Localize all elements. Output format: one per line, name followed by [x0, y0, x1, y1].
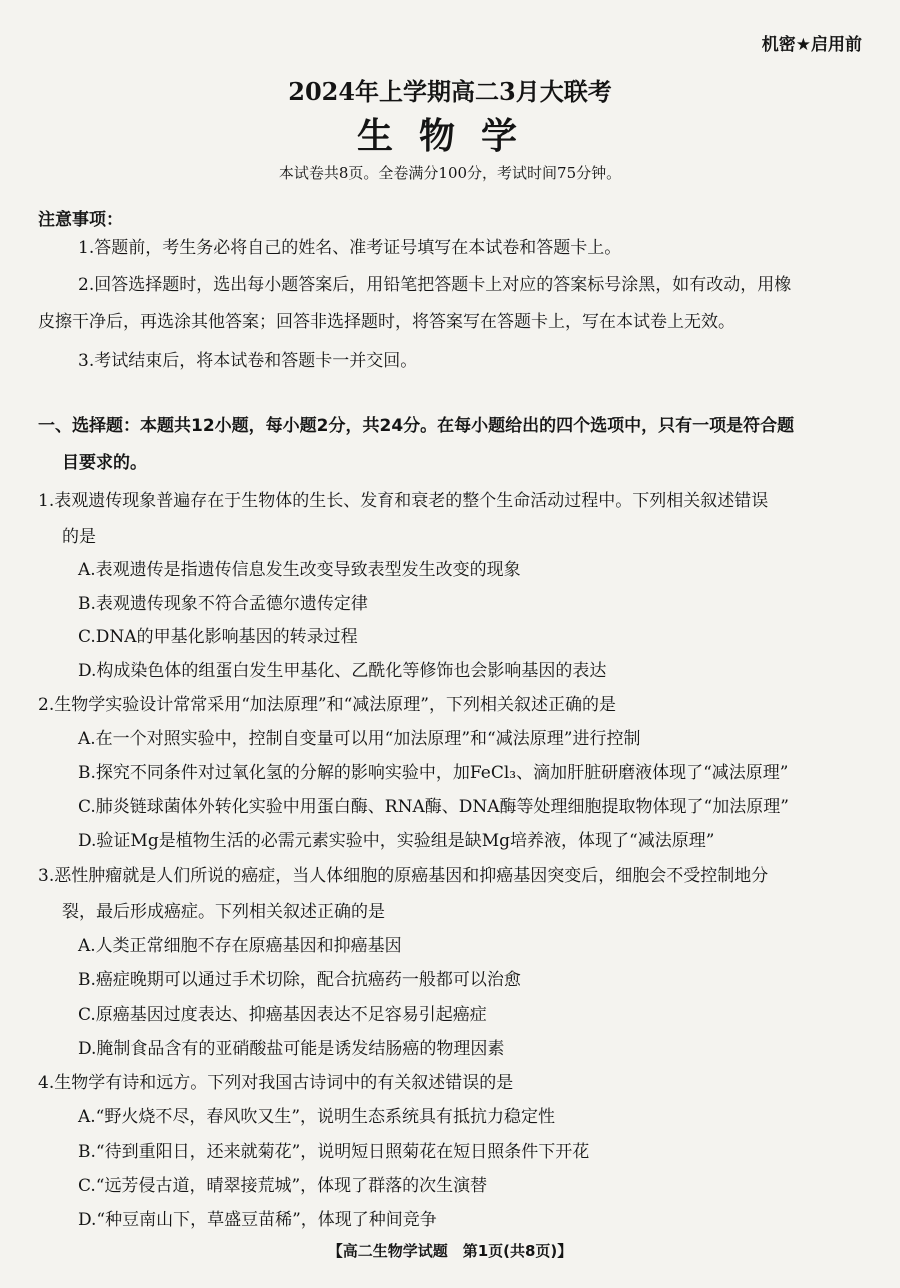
question-3-option-d: D.腌制食品含有的亚硝酸盐可能是诱发结肠癌的物理因素 [78, 1039, 505, 1059]
question-1-option-b: B.表观遗传现象不符合孟德尔遗传定律 [78, 594, 368, 614]
question-4-option-c: C.“远芳侵古道，晴翠接荒城”，体现了群落的次生演替 [78, 1176, 488, 1196]
question-2-option-d: D.验证Mg是植物生活的必需元素实验中，实验组是缺Mg培养液，体现了“减法原理” [78, 831, 715, 851]
question-1-option-d: D.构成染色体的组蛋白发生甲基化、乙酰化等修饰也会影响基因的表达 [78, 661, 607, 681]
question-3-stem-cont: 裂，最后形成癌症。下列相关叙述正确的是 [62, 902, 385, 922]
confidential-label: 机密★启用前 [761, 35, 862, 55]
question-3-option-a: A.人类正常细胞不存在原癌基因和抑癌基因 [78, 936, 402, 956]
question-1-stem: 1.表观遗传现象普遍存在于生物体的生长、发育和衰老的整个生命活动过程中。下列相关叙述错误 [38, 491, 769, 511]
notice-item-1: 1.答题前，考生务必将自己的姓名、准考证号填写在本试卷和答题卡上。 [78, 238, 622, 258]
notice-item-2-cont: 皮擦干净后，再选涂其他答案；回答非选择题时，将答案写在答题卡上，写在本试卷上无效。 [38, 312, 735, 332]
notice-heading: 注意事项： [38, 210, 123, 230]
exam-title: 2024年上学期高二3月大联考 [288, 77, 612, 106]
question-3-stem: 3.恶性肿瘤就是人们所说的癌症，当人体细胞的原癌基因和抑癌基因突变后，细胞会不受控制地分 [38, 866, 769, 886]
question-1-stem-cont: 的是 [62, 527, 96, 547]
question-2-option-c: C.肺炎链球菌体外转化实验中用蛋白酶、RNA酶、DNA酶等处理细胞提取物体现了“加法原理” [78, 797, 789, 817]
question-2-option-a: A.在一个对照实验中，控制自变量可以用“加法原理”和“减法原理”进行控制 [78, 729, 641, 749]
notice-item-2: 2.回答选择题时，选出每小题答案后，用铅笔把答题卡上对应的答案标号涂黑，如有改动，用橡 [78, 275, 792, 295]
question-4-stem: 4.生物学有诗和远方。下列对我国古诗词中的有关叙述错误的是 [38, 1073, 514, 1093]
subject-title: 生物学 [356, 116, 543, 157]
question-1-option-c: C.DNA的甲基化影响基因的转录过程 [78, 627, 358, 647]
question-2-option-b: B.探究不同条件对过氧化氢的分解的影响实验中，加FeCl₃、滴加肝脏研磨液体现了“减法原理” [78, 763, 789, 783]
exam-info: 本试卷共8页。全卷满分100分，考试时间75分钟。 [278, 164, 622, 182]
question-3-option-c: C.原癌基因过度表达、抑癌基因表达不足容易引起癌症 [78, 1005, 487, 1025]
section-heading: 一、选择题：本题共12小题，每小题2分，共24分。在每小题给出的四个选项中，只有一项是符合题 [38, 416, 795, 436]
question-4-option-d: D.“种豆南山下，草盛豆苗稀”，体现了种间竞争 [78, 1210, 437, 1230]
section-heading-cont: 目要求的。 [62, 453, 147, 473]
question-4-option-a: A.“野火烧不尽，春风吹又生”，说明生态系统具有抵抗力稳定性 [78, 1107, 556, 1127]
page-footer: 【高二生物学试题 第1页(共8页)】 [327, 1242, 573, 1260]
notice-item-3: 3.考试结束后，将本试卷和答题卡一并交回。 [78, 351, 418, 371]
question-4-option-b: B.“待到重阳日，还来就菊花”，说明短日照菊花在短日照条件下开花 [78, 1142, 590, 1162]
question-3-option-b: B.癌症晚期可以通过手术切除，配合抗癌药一般都可以治愈 [78, 970, 521, 990]
question-2-stem: 2.生物学实验设计常常采用“加法原理”和“减法原理”，下列相关叙述正确的是 [38, 695, 616, 715]
question-1-option-a: A.表观遗传是指遗传信息发生改变导致表型发生改变的现象 [78, 560, 521, 580]
